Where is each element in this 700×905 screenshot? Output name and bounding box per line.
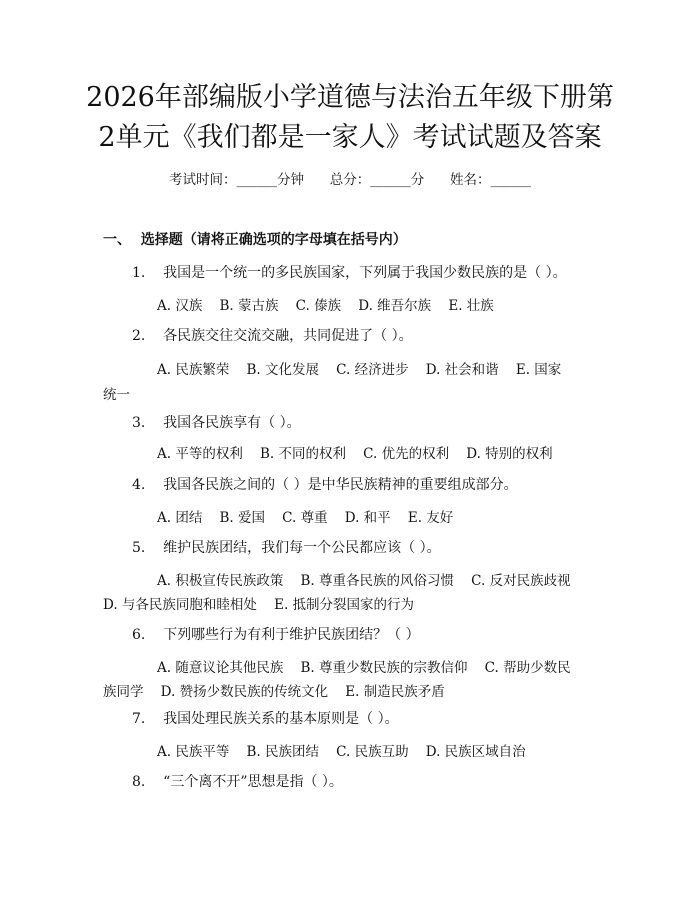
question-7: 7. 我国处理民族关系的基本原则是（ ）。: [132, 711, 399, 727]
question-6-options-cont: 族同学 D. 赞扬少数民族的传统文化 E. 制造民族矛盾: [103, 684, 445, 700]
question-7-options: A. 民族平等 B. 民族团结 C. 民族互助 D. 民族区域自治: [157, 744, 526, 760]
question-2-options: A. 民族繁荣 B. 文化发展 C. 经济进步 D. 社会和谐 E. 国家: [157, 362, 562, 378]
question-6: 6. 下列哪些行为有利于维护民族团结？（ ）: [132, 627, 420, 643]
question-4: 4. 我国各民族之间的（ ）是中华民族精神的重要组成部分。: [132, 477, 518, 493]
question-4-options: A. 团结 B. 爱国 C. 尊重 D. 和平 E. 友好: [157, 510, 454, 526]
question-5: 5. 维护民族团结，我们每一个公民都应该（ ）。: [132, 540, 441, 556]
section-heading: 一、 选择题（请将正确选项的字母填在括号内）: [103, 232, 407, 248]
title-line-2: 2单元《我们都是一家人》考试试题及答案: [98, 122, 602, 153]
question-1: 1. 我国是一个统一的多民族国家，下列属于我国少数民族的是（ ）。: [132, 265, 567, 281]
question-3-options: A. 平等的权利 B. 不同的权利 C. 优先的权利 D. 特别的权利: [157, 446, 553, 462]
exam-info: 考试时间：______分钟 总分：______分 姓名：______: [169, 172, 531, 188]
question-2: 2. 各民族交往交流交融，共同促进了（ ）。: [132, 328, 413, 344]
title-line-1: 2026年部编版小学道德与法治五年级下册第: [86, 82, 614, 113]
question-5-options-cont: D. 与各民族同胞和睦相处 E. 抵制分裂国家的行为: [103, 597, 415, 613]
question-2-options-cont: 统一: [103, 387, 130, 403]
question-1-options: A. 汉族 B. 蒙古族 C. 傣族 D. 维吾尔族 E. 壮族: [157, 298, 494, 314]
question-3: 3. 我国各民族享有（ ）。: [132, 415, 301, 431]
question-6-options: A. 随意议论其他民族 B. 尊重少数民族的宗教信仰 C. 帮助少数民: [157, 660, 571, 676]
question-5-options: A. 积极宣传民族政策 B. 尊重各民族的风俗习惯 C. 反对民族歧视: [157, 573, 571, 589]
question-8: 8. “三个离不开”思想是指（ ）。: [132, 774, 343, 790]
